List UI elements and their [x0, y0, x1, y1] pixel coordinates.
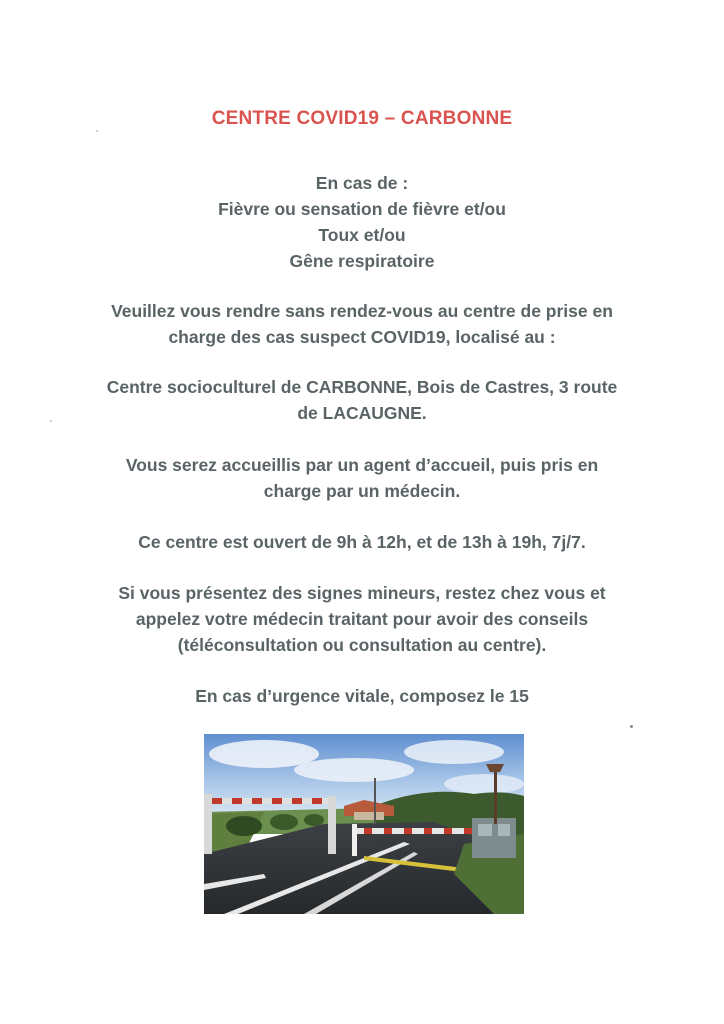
symptom-item: Fièvre ou sensation de fièvre et/ou — [218, 199, 506, 219]
symptoms-section — [80, 170, 644, 274]
address-paragraph — [80, 374, 644, 426]
address-line: de LACAUGNE. — [297, 403, 427, 423]
minor-signs-line: (téléconsultation ou consultation au centre). — [177, 635, 547, 655]
scan-speck — [630, 725, 633, 728]
minor-signs-line: appelez votre médecin traitant pour avoir des conseils — [135, 609, 589, 629]
scan-speck — [50, 420, 52, 422]
hours-line: Ce centre est ouvert de 9h à 12h, et de 13h à 19h, 7j/7. — [138, 532, 586, 552]
instruction-paragraph — [80, 298, 644, 350]
welcome-paragraph — [80, 452, 644, 504]
symptoms-intro: En cas de : — [315, 173, 409, 193]
page-title: CENTRE COVID19 – CARBONNE — [211, 108, 513, 129]
centre-entrance-photo — [204, 734, 524, 914]
minor-signs-paragraph — [80, 580, 644, 658]
scan-speck — [96, 130, 98, 132]
instruction-line: charge des cas suspect COVID19, localisé au : — [168, 327, 556, 347]
minor-signs-line: Si vous présentez des signes mineurs, restez chez vous et — [118, 583, 606, 603]
hours-paragraph — [80, 529, 644, 555]
welcome-line: charge par un médecin. — [263, 481, 461, 501]
emergency-paragraph — [80, 683, 644, 709]
welcome-line: Vous serez accueillis par un agent d’accueil, puis pris en — [125, 455, 599, 475]
emergency-line: En cas d’urgence vitale, composez le 15 — [195, 686, 529, 706]
symptom-item: Gêne respiratoire — [289, 251, 435, 271]
instruction-line: Veuillez vous rendre sans rendez-vous au centre de prise en — [111, 301, 613, 321]
symptom-item: Toux et/ou — [318, 225, 406, 245]
address-line: Centre socioculturel de CARBONNE, Bois de Castres, 3 route — [106, 377, 618, 397]
